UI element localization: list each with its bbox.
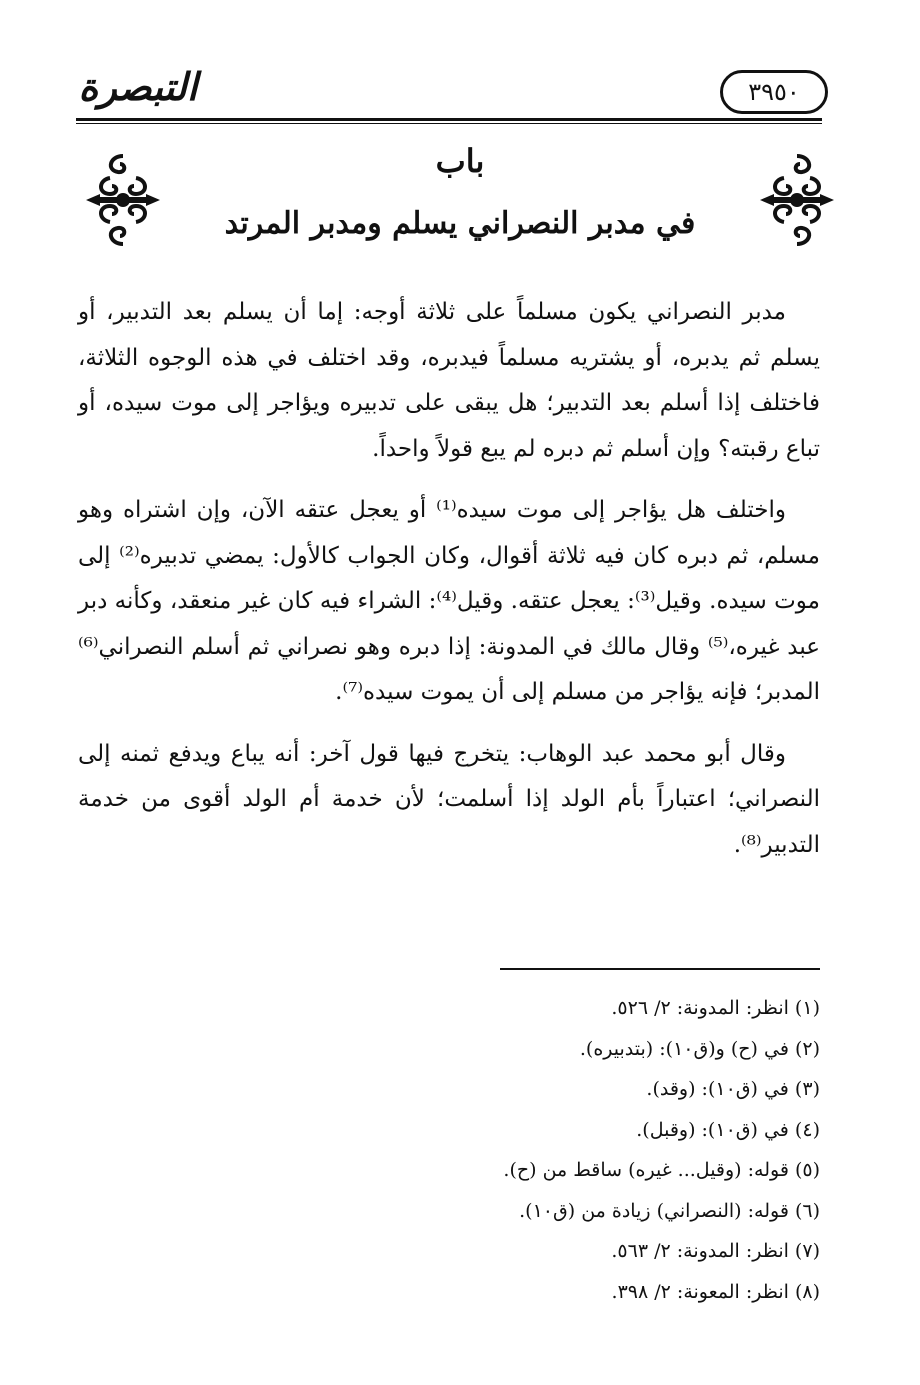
main-text bbox=[78, 290, 820, 884]
paragraph: مدبر النصراني يكون مسلماً على ثلاثة أوجه: إما أن يسلم بعد التدبير، أو يسلم ثم يدبره، أو يشتريه مسلماً فيدبره، وقد اختلف في هذه الوجوه الثلاثة، فاختلف إذا أسلم بعد التدبير؛ هل يبقى على تدبيره ويؤاجر إلى موت سيده، أو تباع رقبته؟ وإن أسلم ثم دبره لم يبع قولاً واحداً. bbox=[78, 299, 820, 462]
chapter-title: باب bbox=[435, 142, 485, 180]
ornament-left-icon bbox=[80, 150, 166, 250]
running-header-title: التبصرة bbox=[78, 64, 198, 109]
header-rule bbox=[76, 118, 822, 121]
footnote: (٨) انظر: المعونة: ٢/ ٣٩٨. bbox=[611, 1280, 820, 1303]
footnote: (٥) قوله: (وقيل... غيره) ساقط من (ح). bbox=[503, 1159, 820, 1181]
paragraph: وقال أبو محمد عبد الوهاب: يتخرج فيها قول آخر: أنه يباع ويدفع ثمنه إلى النصراني؛ اعتباراً بأم الولد إذا أسلمت؛ لأن خدمة أم الولد أقوى من خدمة التدبير⁽⁸⁾. bbox=[78, 740, 820, 858]
page-number: ٣٩٥٠ bbox=[748, 78, 800, 106]
footnote-separator bbox=[500, 968, 820, 970]
paragraph: واختلف هل يؤاجر إلى موت سيده⁽¹⁾ أو يعجل عتقه الآن، وإن اشتراه وهو مسلم، ثم دبره كان فيه ثلاثة أقوال، وكان الجواب كالأول: يمضي تدبيره⁽²⁾ إلى موت سيده. وقيل⁽³⁾: يعجل عتقه. وقيل⁽⁴⁾: الشراء فيه كان غير منعقد، وكأنه دبر عبد غيره،⁽⁵⁾ وقال مالك في المدونة: إذا دبره وهو نصراني ثم أسلم النصراني⁽⁶⁾ المدبر؛ فإنه يؤاجر من مسلم إلى أن يموت سيده⁽⁷⁾. bbox=[78, 497, 820, 705]
footnote: (٦) قوله: (النصراني) زيادة من (ق١٠). bbox=[519, 1199, 820, 1222]
footnote: (٣) في (ق١٠): (وقد). bbox=[646, 1078, 820, 1100]
footnote: (٢) في (ح) و(ق١٠): (بتدبيره). bbox=[579, 1037, 820, 1060]
footnotes bbox=[200, 988, 820, 1312]
header-rule-thin bbox=[76, 123, 822, 124]
page-number-badge bbox=[720, 70, 828, 114]
footnote: (١) انظر: المدونة: ٢/ ٥٢٦. bbox=[611, 997, 820, 1019]
footnote: (٤) في (ق١٠): (وقبل). bbox=[636, 1118, 820, 1141]
chapter-subtitle: في مدبر النصراني يسلم ومدبر المرتد bbox=[224, 206, 696, 241]
footnote: (٧) انظر: المدونة: ٢/ ٥٦٣. bbox=[611, 1240, 820, 1262]
ornament-right-icon bbox=[754, 150, 840, 250]
